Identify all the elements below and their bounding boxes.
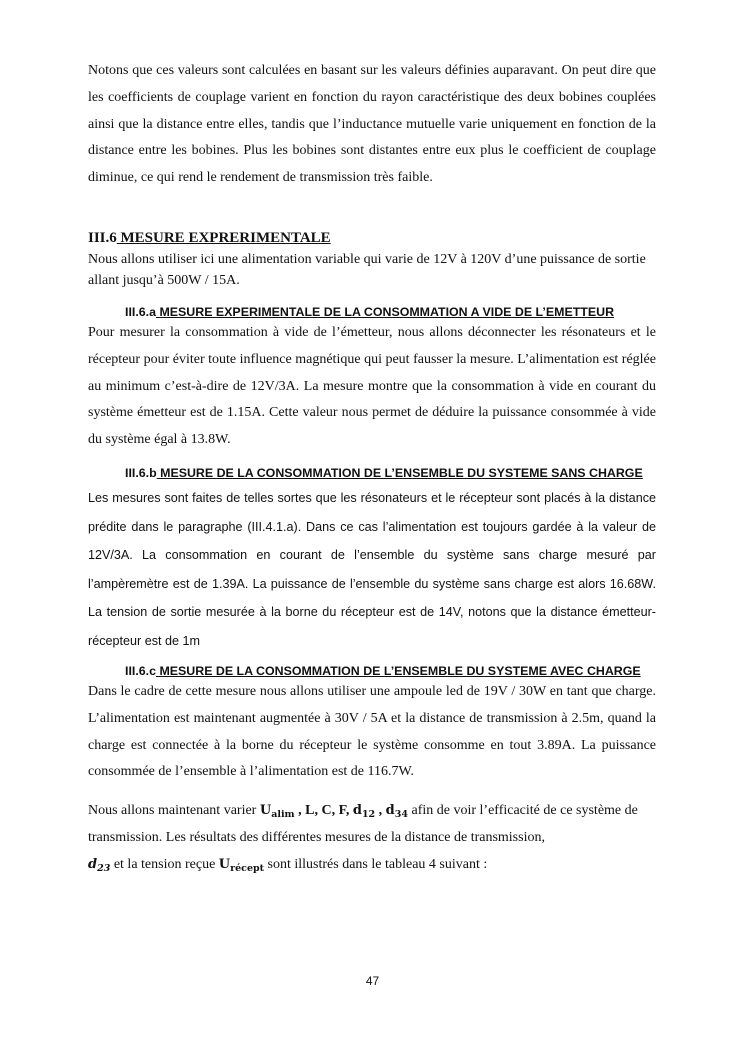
subsection-heading-iii6b xyxy=(125,464,643,482)
page-number: 47 xyxy=(365,974,380,988)
subsection-title: MESURE DE LA CONSOMMATION DE L’ENSEMBLE DU SYSTEME AVEC CHARGE xyxy=(156,664,641,678)
text-part: afin de voir l’efficacité de ce système de transmission. Les résultats des différentes mesures de la distance de transmission, xyxy=(88,803,638,845)
paragraph-variables xyxy=(88,798,656,878)
variables-list: , L, C, F, xyxy=(294,803,353,818)
subsection-number: III.6.b xyxy=(125,466,157,480)
paragraph-no-load-emitter: Pour mesurer la consommation à vide de l’émetteur, nous allons déconnecter les résonateurs et le récepteur pour éviter toute influence magnétique qui peut fausser la mesure. L’alimentation est réglée au minimum c’est-à-dire de 12V/3A. La mesure montre que la consommation à vide en courant du système émetteur est de 1.15A. Cette valeur nous permet de déduire la puissance consommée à vide du système égal à 13.8W. xyxy=(88,325,656,448)
paragraph-system-with-load: Dans le cadre de cette mesure nous allons utiliser une ampoule led de 19V / 30W en tant que charge. L’alimentation est maintenant augmentée à 30V / 5A et la distance de transmission à 2.5m, quand la charge est connectée à la borne du récepteur le système consomme en tout 3.89A. La puissance consommée de l’ensemble à l’alimentation est de 116.7W. xyxy=(88,684,656,780)
subsection-heading-iii6c xyxy=(125,662,641,680)
intro-paragraph: Notons que ces valeurs sont calculées en basant sur les valeurs définies auparavant. On peut dire que les coefficients de couplage varient en fonction du rayon caractéristique des deux bobines couplées ainsi que la distance entre elles, tandis que l’inductance mutuelle varie uniquement en fonction de la distance entre les bobines. Plus les bobines sont distantes entre eux plus le coefficient de couplage diminue, ce qui rend le rendement de transmission très faible. xyxy=(88,63,656,186)
separator: , xyxy=(375,803,386,818)
section-intro-paragraph: Nous allons utiliser ici une alimentation variable qui varie de 12V à 120V d’une puissance de sortie allant jusqu’à 500W / 15A. xyxy=(88,252,646,288)
d23-symbol: $d_{23}$ xyxy=(88,856,111,874)
d12-symbol: $d_{12}$ xyxy=(352,803,376,820)
subsection-heading-iii6a xyxy=(125,303,614,321)
subsection-number: III.6.c xyxy=(125,664,156,678)
section-number: III.6 xyxy=(88,230,117,246)
subsection-number: III.6.a xyxy=(125,305,156,319)
u-recept-symbol: $U_{récept}$ xyxy=(218,856,265,874)
subsection-title: MESURE EXPERIMENTALE DE LA CONSOMMATION A VIDE DE L’EMETTEUR xyxy=(156,305,615,319)
section-title: MESURE EXPRERIMENTALE xyxy=(116,230,331,246)
text-part: sont illustrés dans le tableau 4 suivant : xyxy=(264,856,488,872)
text-part: Nous allons maintenant varier xyxy=(88,803,260,818)
text-part: et la tension reçue xyxy=(110,856,219,872)
d34-symbol: $d_{34}$ xyxy=(385,803,408,820)
section-heading-iii6 xyxy=(88,228,656,248)
u-alim-symbol: $U_{alim}$ xyxy=(259,803,295,820)
paragraph-system-no-load: Les mesures sont faites de telles sortes que les résonateurs et le récepteur sont placés à la distance prédite dans le paragraphe (III.4.1.a). Dans ce cas l’alimentation est toujours gardée à la valeur de 12V/3A. La consommation en courant de l’ensemble du système sans charge mesuré par l’ampèremètre est de 1.39A. La puissance de l’ensemble du système sans charge est alors 16.68W. La tension de sortie mesurée à la borne du récepteur est de 14V, notons que la distance émetteur-récepteur est de 1m xyxy=(88,491,656,648)
subsection-title: MESURE DE LA CONSOMMATION DE L’ENSEMBLE DU SYSTEME SANS CHARGE xyxy=(156,466,643,480)
